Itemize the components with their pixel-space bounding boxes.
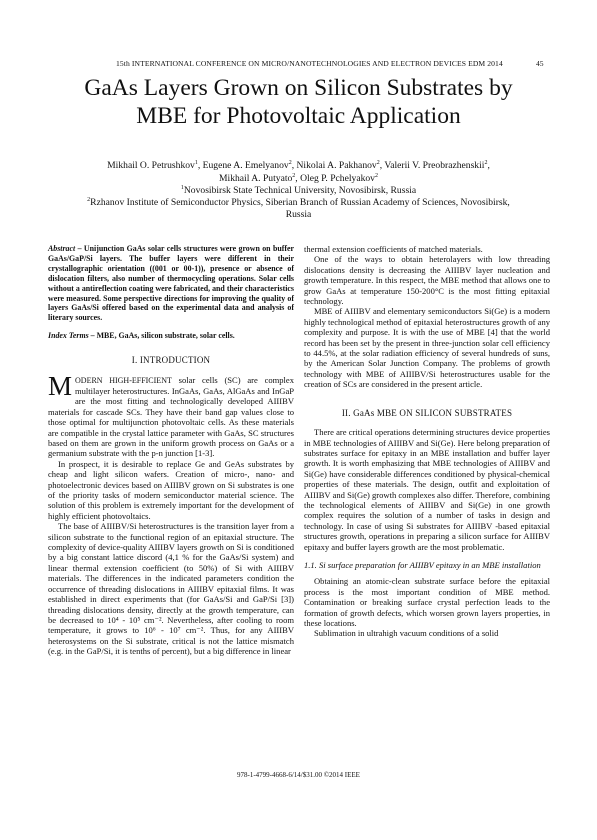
abstract-text: – Unijunction GaAs solar cells structures were grown on buffer GaAs/GaP/Si layers. The buffer layers were different in their crystallographic orientation ((001 or 00-1)), presence or absence of dislocation filters, also number of thermocycling operations. Solar cells without a antireflection coating were fabricated, and their characteristics were measured. Some perspective directions for improving the quality of layers GaAs/Si offered based on the experimental data and analysis of literary sources.	[48, 244, 294, 323]
affiliation-marker: 2	[87, 196, 91, 203]
body-paragraph: Sublimation in ultrahigh vacuum conditions of a solid	[314, 628, 499, 639]
affiliation-2	[30, 197, 567, 222]
left-column	[48, 244, 294, 657]
affiliation-marker: 1	[180, 184, 184, 191]
affiliation-text: Novosibirsk State Technical University, Novosibirsk, Russia	[183, 185, 417, 196]
title-line-1: GaAs Layers Grown on Silicon Substrates by	[84, 75, 513, 101]
index-terms	[48, 331, 294, 341]
author-list	[30, 160, 567, 185]
body-paragraph: thermal extension coefficients of matched materials.	[304, 244, 483, 254]
affiliation-marker: 2	[374, 172, 378, 179]
copyright-footer: 978-1-4799-4668-6/14/$31.00 ©2014 IEEE	[237, 771, 360, 779]
author-name: , Nikolai A. Pakhanov	[291, 160, 377, 171]
author-name: Mikhail O. Petrushkov	[107, 160, 195, 171]
section-heading: I. INTRODUCTION	[131, 355, 211, 366]
index-terms-label: Index Terms	[48, 331, 89, 341]
subsection-heading: 1.1. Si surface preparation for AIIIBV epitaxy in an MBE installation	[304, 559, 541, 570]
body-paragraph: There are critical operations determining structures device properties in MBE technologies of AIIIBV and Si(Ge). Here belong preparation of substrates surface for epitaxy in an MBE installation and buffer layer growth. It is worth emphasizing that MBE technologies of AIIIBV and Si(Ge) have considerable differences conditioned by physical-chemical properties of these materials. The design, outfit and exploitation of AIIIBV and Si(Ge) growth complexes also differ. Therefore, combining the technological elements of AIIIBV and Si(Ge) in one growth complex requires the solution of a number of tasks in design and technology. In case of using Si substrates for AIIIBV -based epitaxial structures growth, operations in preparing a silicon surface for AIIIBV epitaxy and buffer layers growth are the most problematic.	[304, 427, 550, 552]
page-number: 45	[536, 59, 544, 68]
body-text: solar cells (SC) are complex multilayer heterostructures. InGaAs, GaAs, AlGaAs and InGaP are the most fitting and technologically developed AIIIBV materials for cascade SCs. They have their band gap values close to those optimal for multijunction photovoltaic cells. As these materials are compatible in the crystal lattice parameter with GaAs, SC structures based on them are grown in the uniform growth process on GaAs or a germanium substrate with the p-n junction [1-3].	[48, 374, 294, 459]
affiliation-marker: 2	[288, 159, 292, 166]
affiliation-text: Russia	[285, 209, 312, 221]
abstract-label: Abstract	[48, 244, 76, 253]
abstract	[48, 244, 294, 323]
body-paragraph: MBE of AIIIBV and elementary semiconductors Si(Ge) is a modern highly technological method of epitaxial heterostructures growth of any complexity and purpose. It is with the use of MBE [4] that the world record has been set by the present in three-junction solar cell efficiency to 44.5%, at the solar radiation efficiency of several hundreds of suns, by the American Solar Junction Company. The problems of growth technology with MBE of AIIIBV/Si heterostructures usable for the creation of SCs are considered in the present article.	[304, 306, 550, 390]
title-line-2: MBE for Photovoltaic Application	[136, 103, 461, 129]
body-paragraph: The base of AIIIBV/Si heterostructures is the transition layer from a silicon substrate to the functional region of an epitaxial structure. The complexity of device-quality AIIIBV layers growth on Si is conditioned by a big constant lattice discord (4,1 % for the GaAs/Si system) and linear thermal extension coefficient (to 50%) of Si with AIIIBV materials. The differences in the indicated parameters condition the occurrence of threading dislocations in AIIIBV epitaxial films. It was established in direct experiments that (for GaAs/Si and GaP/Si [3]) threading dislocations density, directly at the growth temperature, can be decreased to 10⁴ - 10⁵ cm⁻². Nevertheless, after cooling to room temperature, it grows to 10⁶ - 10⁷ cm⁻². Thus, for any AIIIBV heterosystems on the Si substrate, critical is not the lattice mismatch (e.g. in the GaP/Si, it is tenths of percent), but a big difference in linear	[48, 521, 294, 657]
paper-title	[30, 74, 567, 130]
body-paragraph: In prospect, it is desirable to replace Ge and GeAs substrates by cheap and light silicon wafers. Creation of micro-, nano- and photoelectronic devices based on AIIIBV grown on Si substrates is one of the priority tasks of modern semiconductor material science. The solution of this problem is extremely important for the development of highly efficient photovoltaics.	[48, 458, 294, 521]
running-head: 15th INTERNATIONAL CONFERENCE ON MICRO/NANOTECHNOLOGIES AND ELECTRON DEVICES EDM 2014	[116, 59, 503, 68]
body-paragraph	[48, 370, 294, 459]
affiliation-marker: 2	[484, 159, 488, 166]
right-column	[304, 244, 550, 639]
author-name: , Oleg P. Pchelyakov	[295, 172, 375, 184]
affiliation-1	[30, 185, 567, 197]
section-heading: II. GaAs MBE ON SILICON SUBSTRATES	[341, 407, 513, 418]
author-separator: ,	[487, 160, 490, 171]
index-terms-text: – MBE, GaAs, silicon substrate, solar cells.	[88, 331, 235, 341]
author-name: Mikhail A. Putyato	[219, 172, 293, 184]
drop-cap: M	[48, 370, 73, 401]
body-paragraph: Obtaining an atomic-clean substrate surface before the epitaxial process is the most important condition of MBE method. Contamination or breaking surface crystal perfection leads to the formation of growth defects, which worsen grown layers properties, in these locations.	[304, 576, 550, 628]
affiliation-text: Rzhanov Institute of Semiconductor Physics, Siberian Branch of Russian Academy of Sciences, Novosibirsk,	[90, 197, 510, 208]
intro-caps: ODERN HIGH-EFFICIENT	[75, 375, 172, 385]
body-paragraph: One of the ways to obtain heterolayers with low threading dislocations density is decreasing the AIIIBV layer nucleation and growth temperature. In this respect, the MBE method that allows one to grow GaAs at temperature 150-200°C is the most fitting epitaxial technology.	[304, 254, 550, 307]
affiliation-marker: 2	[292, 172, 296, 179]
author-name: , Eugene A. Emelyanov	[197, 160, 289, 171]
affiliation-marker: 2	[376, 159, 380, 166]
affiliation-marker: 1	[194, 159, 198, 166]
author-name: , Valerii V. Preobrazhenskii	[379, 160, 485, 171]
